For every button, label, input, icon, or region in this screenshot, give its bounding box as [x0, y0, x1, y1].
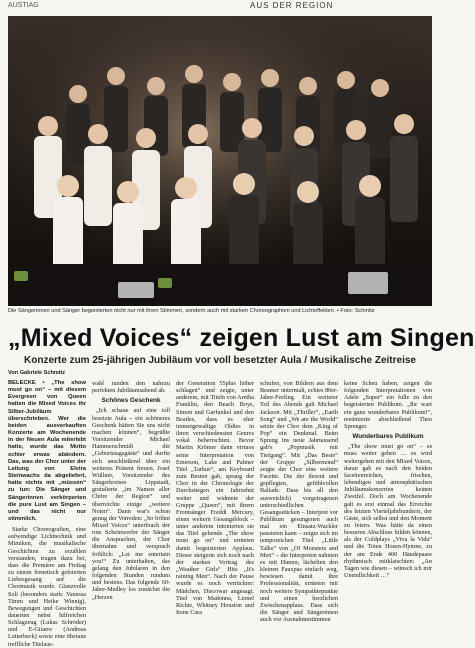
article-subheading: Schönes Geschenk: [101, 397, 161, 405]
choir-photo-icon: [8, 16, 432, 306]
article-column-2: [92, 380, 170, 601]
section-label-left: AUSTIAG: [8, 2, 39, 9]
section-label-right: AUS DER REGION: [250, 1, 334, 10]
article-byline: Von Gabriele Schmitz: [8, 370, 66, 376]
article-subheading: Wunderbares Publikum: [352, 433, 424, 441]
article-column-1: [8, 380, 86, 648]
article-column-3: [176, 380, 254, 616]
article-paragraph: der Generation 55plus höher schlagen“ und zeigte, unter anderem, mit Titeln von Aretha Franklin, den Beach Boys, Simon und Garfunkel und den Beatles, dass es eher immergewaltige Oldies in ihren verschiedensten Genres vokal beherrschten. Bevor Martin Krömer dann virtuos seine Interpretation von Emerson, Lake and Palmer Titel „Tarkus“, am Keyboard zum Besten gab, sprang der Chor in der Chronologie der Durchstiegen ein Jahrzehnt weiter und widmete der Gruppe „Queen“, mit ihrem Frontsänger Freddi Mercury, einen weitern Gesangsblock – unter anderem intonierten sie das Titel gebende „The show must go on“ und ernteten damit begeisterten Applaus. Dieser steigerte sich noch nach der starken Vortrag des „Weather Girls“ Hits „It's raining Men“. Nach der Pause wurde es noch verrückter: Mädchen, Discowar angesagt. Titel von Madonna, Lionel Richie, Whitney Houston und Irene Cara: [176, 380, 254, 616]
article-headline: „Mixed Voices“ zeigen Lust am Singen: [8, 324, 475, 352]
article-subheadline: Konzerte zum 25-jährigen Jubiläum vor voll besetzter Aula / Musikalische Zeitreise: [24, 355, 416, 366]
article-paragraph: „The show must go on“ – es muss weiter gehen … es wird weitergehen mit den Mixed Voices, daran gab es nach den beiden facettenreichen, frischen, lebendigen und atmosphärischen Jubiläumskonzerten keinen Zweifel. Doch am Wochenende galt es erst einmal das Erreichte des letzten Vierteljahrhunderts, der Gäste, sich selbst und den Moment zu feiern. Was hätte da einen besseren Abschluss bilden können, als der Coldplays „Viva la Vida“ und die Toten Hosen-Hymne, zu der am Ende 400 Händepaare rhythmisch mitklatschten: „An Tagen wie diesen – wünsch ich mir Unendlichkeit …“: [344, 443, 432, 580]
article-paragraph: wahl runden den nahezu perfekten Jubiläumsabend ab.: [92, 380, 170, 395]
photo-caption: Die Sängerinnen und Sänger begeisterten nicht nur mit ihren Stimmen, sondern auch mit starken Choreographien und Lichteffekten. • Foto: Schmitz: [8, 308, 375, 314]
article-paragraph: schufen, von Bildern aus dem Beamer untermalt, echtes 80er-Jahre-Feeling. Ein weiterer Teil des Abends galt Michael Jackson. Mit „Thriller“, „Earth Song“ und „We are the World“ setzte der Chor dem „King of Pop“ ein Denkmal. Beim Sprung ins neue Jahrtausend gab's „Popmusik mit Tiefgang“. Mit „Das Beste“ der Gruppe „Silbermond“ zeigte der Chor eine weitere Facette. Die der dezent und gepflegten, gefühlvollen Ballade. Dass bis all den ausweislich) vorgetragenen unterschiedlichen Gesangsstücken – Interpret vor Publikum gesungenen auch mal ein Einsatz-Wackler passieren kann – zeigte sich im temporeichen Titel „Little Talks“ von „Of Monsters and Men“ – die Interpreten nahmen es mit Humor, lächelten den kleinen Fauxpas einfach weg, bewiesen damit ihre Professionalität, ernteten mit noch weitere Sympathiepunkte und einen herzlichen Zwischenapplaus. Dass sich die Sänger und Sängerinnen auch vor Ausnahmestimmen: [260, 380, 338, 624]
article-lead: BELECKE • „The show must go on“ – mit diesem Evergreen von Queen hatten die Mixed Voices ihr Silber-Jubiläum überschrieben. Wer die beiden ausverkauften Konzerte am Wochenende in der Neuen Aula miterlebt hatte, wurde das Motto schier erwas abändern. Das, was der Chor unter der Leitung von Elvira Steinwachs da abgeliefert, hatte nichts mit „müssen“ zu tun: Die Sänger und Sängerinnen verkörperten die pure Lust am Singen – und das nicht nur stimmlich.: [8, 380, 86, 522]
article-paragraph: keine Scheu haben, zeigen die folgenden Interpretationen von Adele „Super“ ein fulle zu den begeisterten Publikum. „Ihr wart ein ganz wunderbares Publikum!“, resümierte abschließend Theo Sprenger.: [344, 380, 432, 430]
article-paragraph: „Ich schaue auf eine toll besetzte Aula – ein schöneres Geschenk hätten Sie uns nicht machen können“, begrüßte Vorsitzender Michael Hammerschmidt die „Geburtstagsgäste“ und durfte sich anschließend über ein weiteres Präsent freuen. Josef Wüllner, Vorsitzender des Sängerkreises Lippstadt, gratulierte „im Namen aller Chöre der Region“ und überreichte einige „weitere Noten“. Dann war's schon genug der Vorreden: „So fröhnt Mixed Voices“ unterbrach der rote Scheinwerfer der Sänger die Ansprachen, der Chor übernahm und versprach fröhlich: „Let me entertain you!“ Zu unterhalten, das gelang den Jubilaren in den folgenden Stunden rundum und bestens. Das folgende 60-Jahre-Medley los zunächst die „Herzen: [92, 407, 170, 601]
choir-photo: [8, 16, 432, 306]
article-column-5: [344, 380, 432, 596]
page-header: [0, 0, 439, 12]
article-column-4: [260, 380, 338, 624]
article-paragraph: Starke Choreografien, eine aufwendige Lichttechnik und Mimiken, die musikalische Geschichten zu erzählen verstanden, trugen dazu bei, dass die Premiere am Freitag zu einem frenetisch gefeierten Liebesgesang auf die Chormusik wurde. Glanzvolle Soli (besonders stark: Vanessa Timm und Heike Winnig), Bewegungen und Geschichten dauerten nebst hilfreichen Schlagzeug (Lukas Schröder) und E-Gitarre (Andreas Lutterbeck) sowie eine überaus treffliche Titelaus-: [8, 526, 86, 648]
